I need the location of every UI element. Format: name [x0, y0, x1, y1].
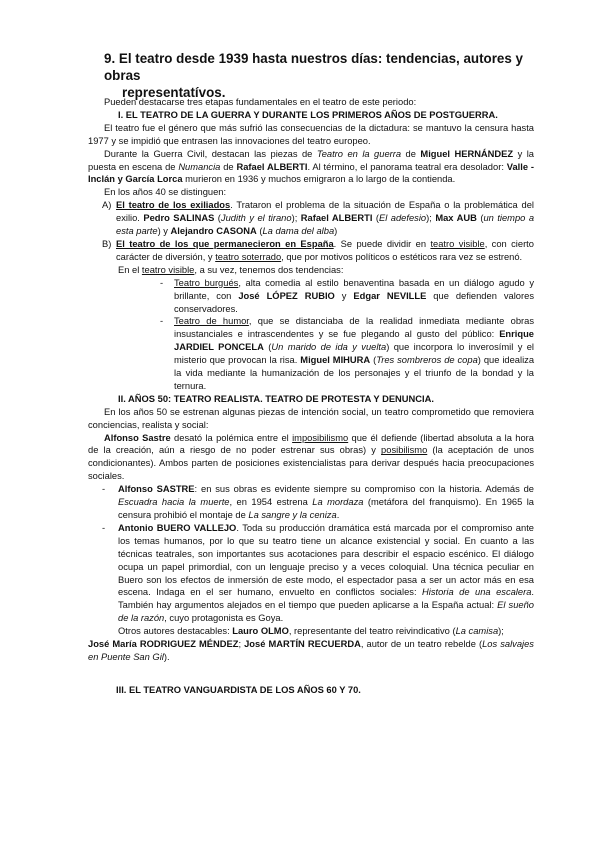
author-name: Rafael ALBERTI: [300, 213, 373, 224]
author-name: Enrique JARDIEL PONCELA: [174, 329, 534, 353]
other-authors-paragraph-cont: José María RODRIGUEZ MÉNDEZ; José MARTÍN RECUERDA, autor de un teatro rebelde (Los salvajes en Puente San Gil).: [88, 639, 534, 662]
title-line-1: 9. El teatro desde 1939 hasta nuestros días: tendencias, autores y obras: [104, 51, 523, 83]
author-name: Miguel HERNÁNDEZ: [420, 148, 514, 159]
work-title: Un marido de ida y vuelta: [271, 342, 387, 353]
author-name: Alfonso Sastre: [104, 432, 171, 443]
author-name: Rafael ALBERTI: [236, 161, 308, 172]
work-title: Los salvajes en Puente San Gil: [88, 639, 534, 662]
author-name: Alfonso SASTRE: [118, 484, 195, 495]
author-name: Pedro SALINAS: [143, 213, 215, 224]
list-marker: B): [102, 238, 112, 249]
section-2-paragraph-1: En los años 50 se estrenan algunas piezas de intención social, un teatro comprometido que removiera conciencias, realista y social:: [88, 406, 534, 430]
work-title: El sueño de la razón: [118, 600, 534, 624]
visible-theatre-intro: En el teatro visible, a su vez, tenemos dos tendencias:: [118, 264, 344, 275]
intro-paragraph: Pueden destacarse tres etapas fundamentales en el teatro de este periodo:: [104, 97, 417, 107]
work-title: Numancia: [178, 161, 221, 172]
list-marker: A): [102, 200, 112, 211]
author-name: José MARTÍN RECUERDA: [244, 639, 361, 650]
work-title: La dama del alba: [262, 226, 335, 237]
work-title: La sangre y la ceniza: [248, 510, 337, 520]
work-title: Historia de una escalera: [422, 587, 532, 598]
dash-item-teatro-burgues: - Teatro burgués, alta comedia al estilo benaventina basada en un diálogo agudo y brillante, con José LÓPEZ RUBIO y Edgar NEVILLE que defienden valores conservadores.: [160, 277, 534, 314]
list-marker: -: [102, 522, 106, 533]
list-item-a: A) El teatro de los exiliados. Trataron el problema de la situación de España o la problemática del exilio. Pedro SALINAS (Judith y el tirano); Rafael ALBERTI (El adefesio); Max AUB (un tiempo a esta parte) y Alejandro CASONA (La dama del alba): [102, 200, 535, 237]
work-title: La mordaza: [312, 497, 364, 508]
work-title: El adefesio: [379, 213, 427, 224]
subsection-heading: El teatro de los que permanecieron en España: [116, 238, 334, 249]
section-1-paragraph-3: En los años 40 se distinguen:: [104, 187, 227, 198]
author-name: Lauro OLMO: [232, 626, 289, 637]
document-body: [88, 96, 534, 697]
work-title: La camisa: [455, 626, 499, 637]
author-name: José María RODRIGUEZ MÉNDEZ: [88, 639, 239, 650]
section-1-heading: I. EL TEATRO DE LA GUERRA Y DURANTE LOS PRIMEROS AÑOS DE POSTGUERRA.: [118, 109, 498, 120]
section-1-paragraph-2: Durante la Guerra Civil, destacan las piezas de Teatro en la guerra de Miguel HERNÁNDEZ y la puesta en escena de Numancia de Rafael ALBERTI. Al término, el panorama teatral era desolador: Valle -Inclán y García Lorca murieron en 1936 y muchos emigraron a lo largo de la contienda.: [88, 148, 535, 185]
list-marker: -: [102, 484, 106, 495]
list-item-b: B) El teatro de los que permanecieron en España. Se puede dividir en teatro visible, con cierto carácter de diversión, y teatro soterrado, que por motivos políticos o estéticos rara vez se estrenó.: [102, 238, 534, 262]
author-name: Alejandro CASONA: [170, 226, 257, 237]
work-title: Tres sombreros de copa: [376, 355, 478, 366]
section-1-paragraph-1: El teatro fue el género que más sufrió las consecuencias de la dictadura: se mantuvo la censura hasta 1977 y se impidió que entrasen las innovaciones del teatro europeo.: [88, 122, 534, 146]
title-line-2: representatívos.: [122, 85, 226, 100]
author-name: Max AUB: [435, 213, 477, 224]
subsection-heading: El teatro de los exiliados: [116, 200, 231, 211]
author-name: Edgar NEVILLE: [353, 290, 427, 301]
work-title: un tiempo a esta parte: [116, 213, 535, 237]
author-name: José LÓPEZ RUBIO: [238, 290, 335, 301]
list-marker: -: [160, 277, 164, 288]
work-title: Teatro en la guerra: [316, 148, 402, 159]
section-2-paragraph-2: Alfonso Sastre desató la polémica entre el imposibilismo que él defiende (libertad absoluta a la hora de la creación, aún a riesgo de no poder estrenar sus obras) y posibilismo (la aceptación de unos condicionantes). Ambos parten de posiciones existencialistas para derivar después hacia preocupaciones sociales.: [88, 432, 534, 482]
work-title: Judith y el tirano: [220, 213, 292, 224]
section-3-heading: III. EL TEATRO VANGUARDISTA DE LOS AÑOS 60 Y 70.: [116, 684, 361, 695]
dash-item-sastre: - Alfonso SASTRE: en sus obras es evidente siempre su compromiso con la historia. Además de Escuadra hacia la muerte, en 1954 estrena La mordaza (metáfora del franquismo). En 1965 la censura prohibió el montaje de La sangre y la ceniza.: [102, 484, 535, 520]
list-marker: -: [160, 316, 164, 327]
author-name: Valle -Inclán y García Lorca: [88, 161, 534, 185]
work-title: Escuadra hacia la muerte: [118, 497, 230, 508]
author-name: Antonio BUERO VALLEJO: [118, 522, 237, 533]
other-authors-paragraph: Otros autores destacables: Lauro OLMO, representante del teatro reivindicativo (La camisa);: [118, 626, 504, 637]
document-title: [104, 50, 554, 101]
dash-item-teatro-humor: - Teatro de humor, que se distanciaba de la realidad inmediata mediante obras insustanciales e intrascendentes y se fue plegando al gusto del público: Enrique JARDIEL PONCELA (Un marido de ida y vuelta) que incorpora lo inverosímil y el misterio que provocan la risa. Miguel MIHURA (Tres sombreros de copa) que idealiza la vida mediante la humanización de los personajes y el triunfo de la bondad y la ternura.: [160, 316, 535, 391]
section-2-heading: II. AÑOS 50: TEATRO REALISTA. TEATRO DE PROTESTA Y DENUNCIA.: [118, 393, 434, 404]
dash-item-buero-vallejo: - Antonio BUERO VALLEJO. Toda su producción dramática está marcada por el compromiso ante los temas humanos, por lo que su teatro tiene un alcance existencial y social. En cuanto a las técnicas teatrales, son importantes sus acotaciones para describir el espacio escénico. El diálogo ocupa un papel primordial, con un lenguaje preciso y a veces coloquial. Una técnica peculiar en Buero son los efectos de inmersión de este modo, el espectador pasa a ser un actor más en esa escena. Indaga en el ser humano, envuelto en conflictos sociales: Historia de una escalera. También hay argumentos alejados en el tiempo que pueden aplicarse a la España actual: El sueño de la razón, cuyo protagonista es Goya.: [102, 522, 534, 624]
author-name: Miguel MIHURA: [300, 355, 371, 366]
